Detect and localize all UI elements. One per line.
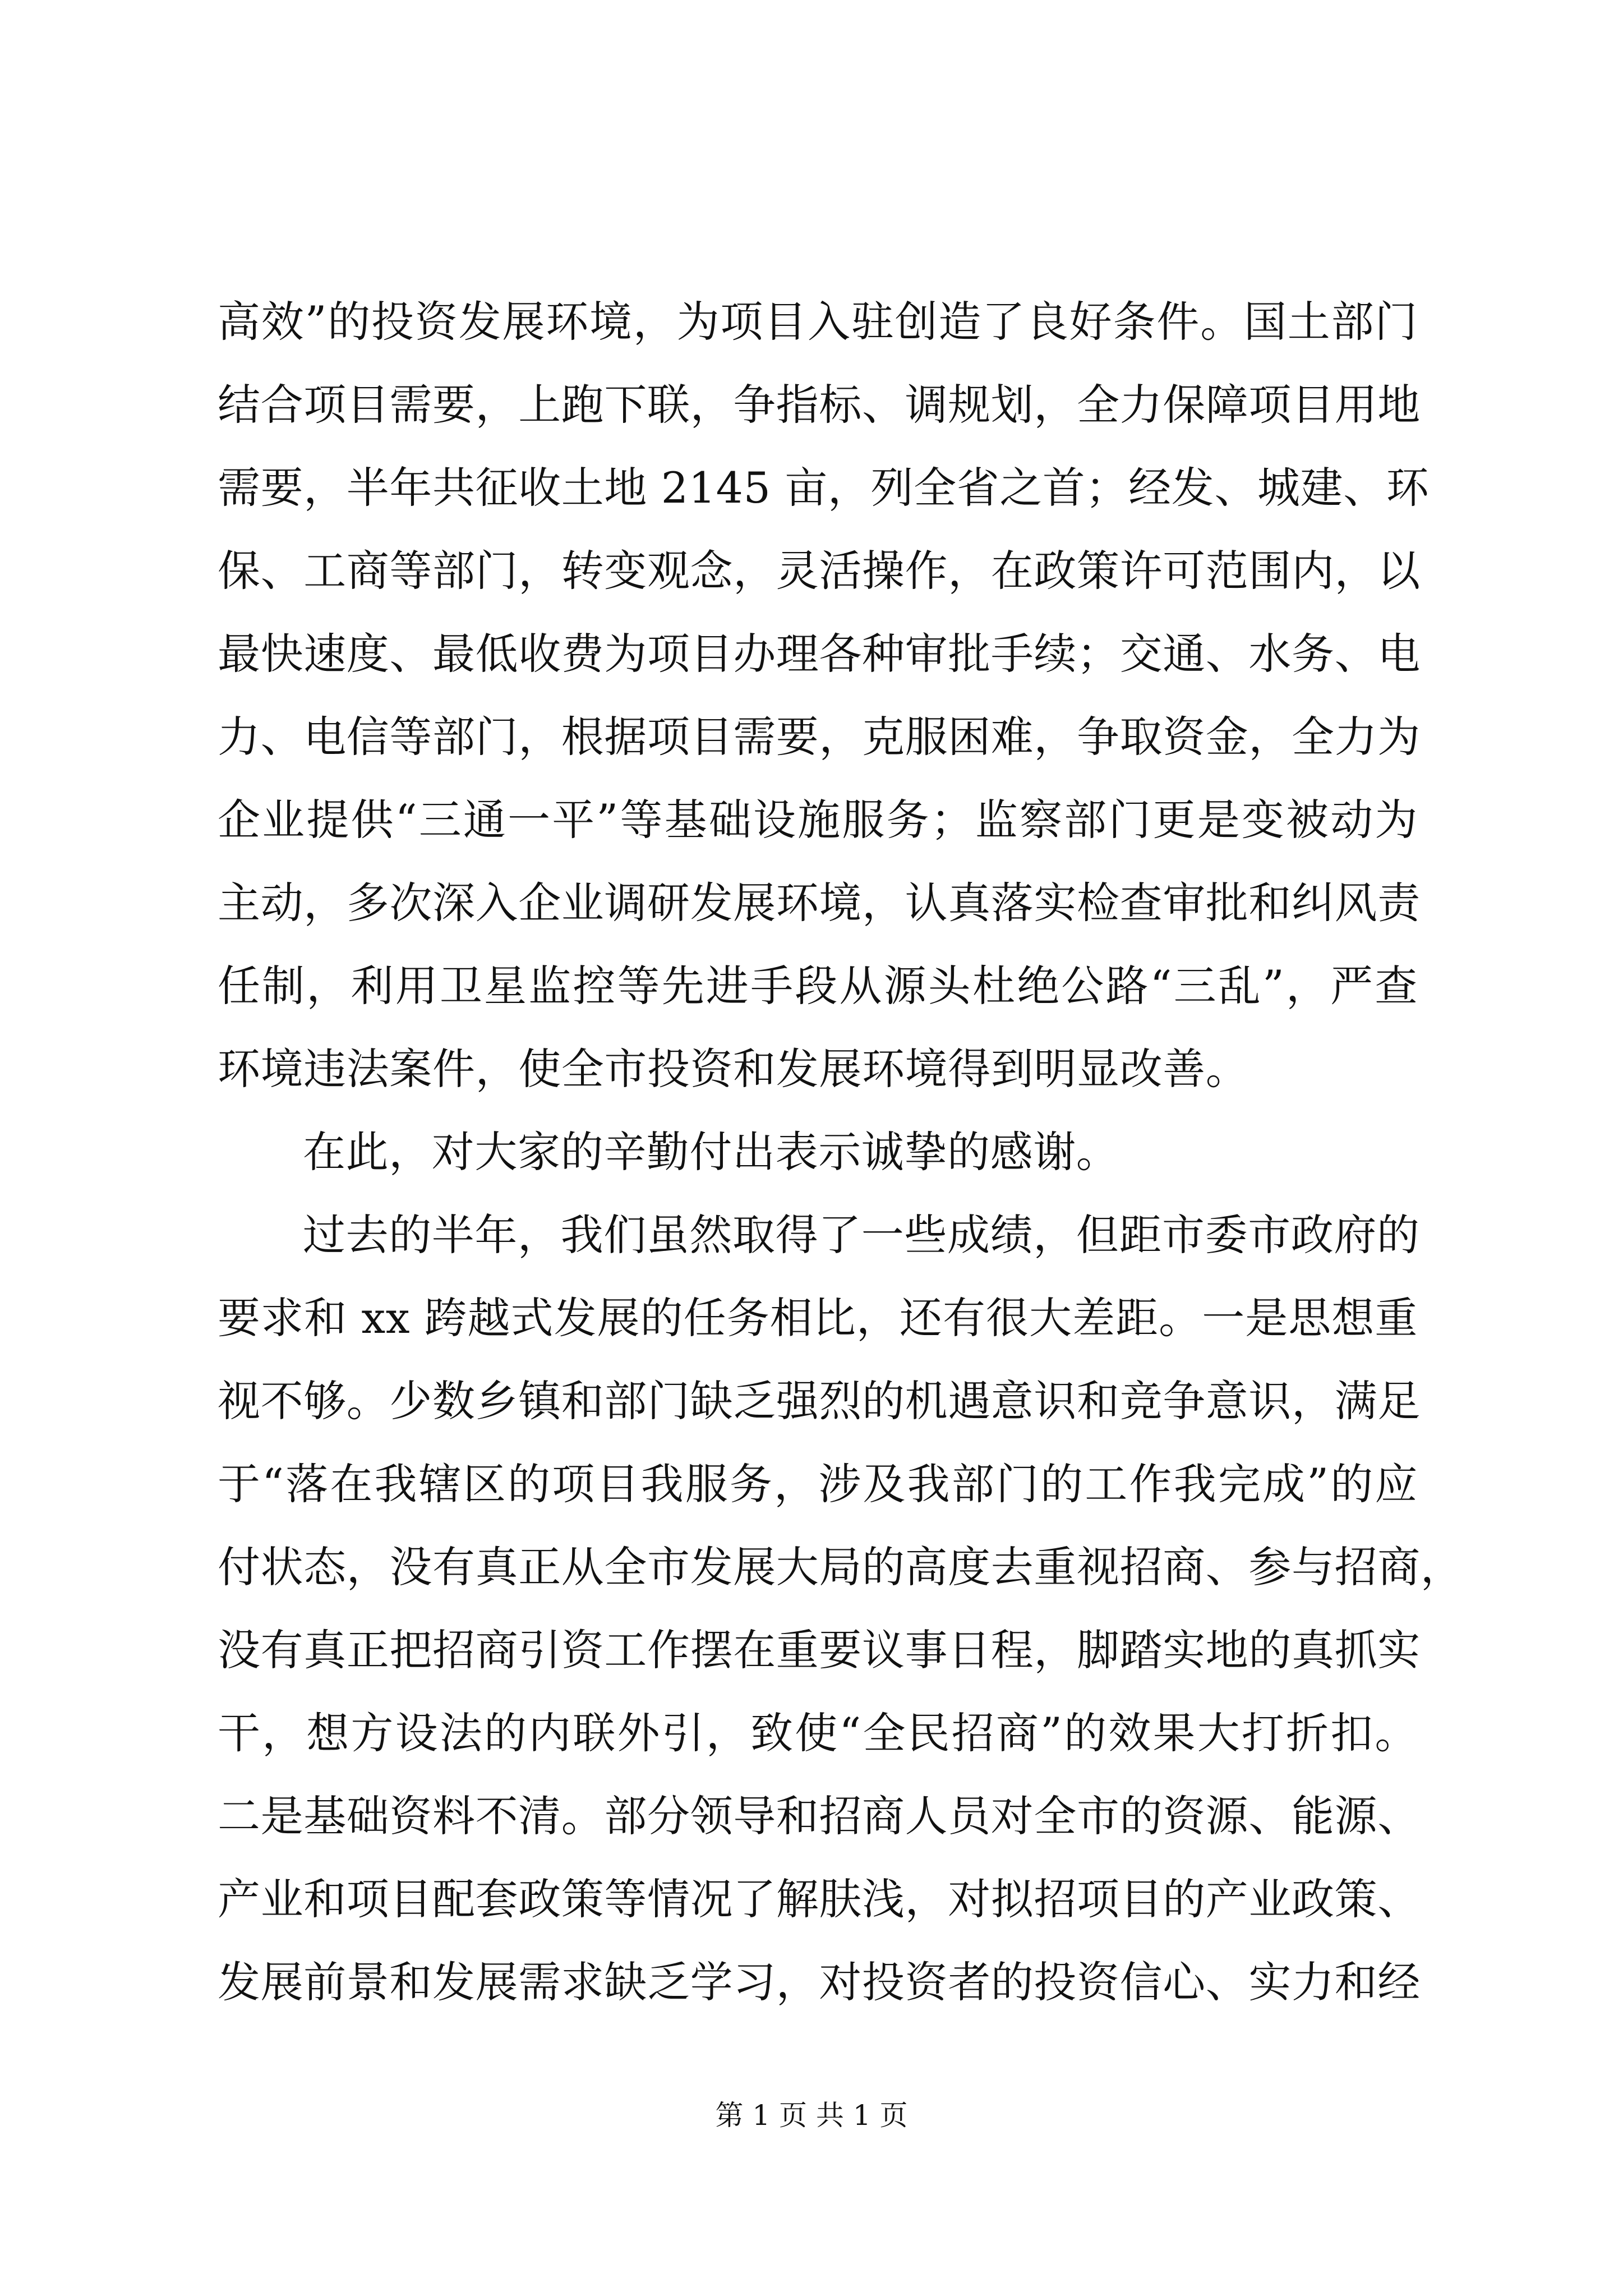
text-line: 环境违法案件，使全市投资和发展环境得到明显改善。	[218, 1044, 1249, 1094]
text-line: 保、工商等部门，转变观念，灵活操作，在政策许可范围内，以	[218, 546, 1421, 596]
text-line: 要求和 xx 跨越式发展的任务相比，还有很大差距。一是思想重	[218, 1293, 1418, 1343]
text-line: 产业和项目配套政策等情况了解肤浅，对拟招项目的产业政策、	[218, 1874, 1421, 1924]
text-line: 视不够。少数乡镇和部门缺乏强烈的机遇意识和竞争意识，满足	[218, 1376, 1421, 1426]
text-line: 结合项目需要，上跑下联，争指标、调规划，全力保障项目用地	[218, 380, 1421, 430]
document-body	[218, 280, 1464, 2024]
text-line: 干，想方设法的内联外引，致使“全民招商”的效果大打折扣。	[218, 1708, 1418, 1758]
page-number-footer: 第 1 页 共 1 页	[715, 2099, 908, 2132]
text-line: 主动，多次深入企业调研发展环境，认真落实检查审批和纠风责	[218, 878, 1421, 928]
text-line: 二是基础资料不清。部分领导和招商人员对全市的资源、能源、	[218, 1791, 1421, 1841]
text-line: 力、电信等部门，根据项目需要，克服困难，争取资金，全力为	[218, 712, 1421, 762]
text-line: 付状态，没有真正从全市发展大局的高度去重视招商、参与招商，	[218, 1542, 1464, 1592]
text-line: 于“落在我辖区的项目我服务，涉及我部门的工作我完成”的应	[218, 1459, 1418, 1509]
text-line: 高效”的投资发展环境，为项目入驻创造了良好条件。国土部门	[218, 297, 1418, 347]
text-line: 没有真正把招商引资工作摆在重要议事日程，脚踏实地的真抓实	[218, 1625, 1421, 1675]
text-line: 任制，利用卫星监控等先进手段从源头杜绝公路“三乱”，严查	[218, 961, 1418, 1011]
text-line: 过去的半年，我们虽然取得了一些成绩，但距市委市政府的	[303, 1210, 1420, 1260]
text-line: 发展前景和发展需求缺乏学习，对投资者的投资信心、实力和经	[218, 1957, 1421, 2007]
text-line: 最快速度、最低收费为项目办理各种审批手续；交通、水务、电	[218, 629, 1421, 679]
text-line: 需要，半年共征收土地 2145 亩，列全省之首；经发、城建、环	[218, 463, 1430, 513]
text-line: 企业提供“三通一平”等基础设施服务；监察部门更是变被动为	[218, 795, 1418, 845]
text-line: 在此，对大家的辛勤付出表示诚挚的感谢。	[303, 1127, 1119, 1177]
